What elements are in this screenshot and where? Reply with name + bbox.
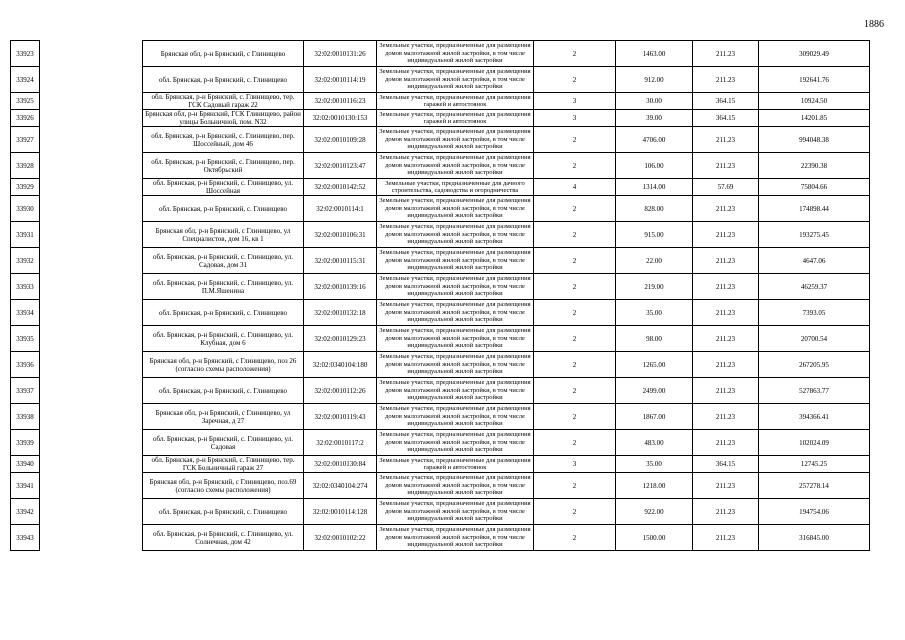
group-cell: 3 [534,93,616,110]
area-cell: 912.00 [616,67,693,93]
row-id-cell: 33936 [11,352,40,378]
area-cell: 1218.00 [616,473,693,499]
spacer-cell [40,404,143,430]
group-cell: 2 [534,404,616,430]
cadastral-value-cell: 12745.25 [759,456,870,473]
table-row [11,248,870,274]
table-row [11,110,870,127]
cadastral-value-cell: 10924.50 [759,93,870,110]
address-cell: Брянская обл, р-н Брянский, с Глинищево, поз.69 (согласно схемы расположения) [143,473,304,499]
rate-cell: 211.23 [693,41,759,67]
cadastral-number-cell: 32:02:0010115:31 [304,248,377,274]
address-cell: обл. Брянская, р-н Брянский, с. Глинищево [143,196,304,222]
land-use-cell: Земельные участки, предназначенные для дачного строительства, садоводства и огородничества [377,179,534,196]
group-cell: 2 [534,300,616,326]
spacer-cell [40,274,143,300]
row-id-cell: 33926 [11,110,40,127]
area-cell: 828.00 [616,196,693,222]
cadastral-number-cell: 32:02:0010130:153 [304,110,377,127]
address-cell: обл. Брянская, р-н Брянский, с. Глинищево [143,67,304,93]
cadastral-number-cell: 32:02:0010109:28 [304,127,377,153]
land-use-cell: Земельные участки, предназначенные для размещения домов малоэтажной жилой застройки, в том числе индивидуальной жилой застройки [377,473,534,499]
area-cell: 4706.00 [616,127,693,153]
rate-cell: 211.23 [693,326,759,352]
row-id-cell: 33943 [11,525,40,551]
row-id-cell: 33928 [11,153,40,179]
row-id-cell: 33937 [11,378,40,404]
address-cell: обл. Брянская, р-н Брянский, с. Глинищево [143,499,304,525]
land-use-cell: Земельные участки, предназначенные для размещения домов малоэтажной жилой застройки, в том числе индивидуальной жилой застройки [377,378,534,404]
area-cell: 915.00 [616,222,693,248]
area-cell: 35.00 [616,300,693,326]
group-cell: 3 [534,110,616,127]
group-cell: 2 [534,274,616,300]
row-id-cell: 33925 [11,93,40,110]
rate-cell: 211.23 [693,378,759,404]
area-cell: 483.00 [616,430,693,456]
address-cell: Брянская обл, р-н Брянский, ГСК Глинищево, район улицы Больничной, пом. N32 [143,110,304,127]
table-row [11,222,870,248]
land-use-cell: Земельные участки, предназначенные для размещения домов малоэтажной жилой застройки, в том числе индивидуальной жилой застройки [377,430,534,456]
cadastral-number-cell: 32:02:0010102:22 [304,525,377,551]
cadastral-value-cell: 316845.00 [759,525,870,551]
row-id-cell: 33934 [11,300,40,326]
cadastral-number-cell: 32:02:0010129:23 [304,326,377,352]
spacer-cell [40,41,143,67]
row-id-cell: 33942 [11,499,40,525]
table-row [11,67,870,93]
area-cell: 98.00 [616,326,693,352]
spacer-cell [40,248,143,274]
group-cell: 2 [534,378,616,404]
cadastral-value-cell: 22390.38 [759,153,870,179]
group-cell: 2 [534,248,616,274]
land-use-cell: Земельные участки, предназначенные для размещения домов малоэтажной жилой застройки, в том числе индивидуальной жилой застройки [377,127,534,153]
table-row [11,525,870,551]
table-row [11,404,870,430]
cadastral-value-cell: 192641.76 [759,67,870,93]
group-cell: 3 [534,456,616,473]
spacer-cell [40,430,143,456]
area-cell: 22.00 [616,248,693,274]
group-cell: 2 [534,499,616,525]
group-cell: 2 [534,430,616,456]
cadastral-value-cell: 20700.54 [759,326,870,352]
land-use-cell: Земельные участки, предназначенные для размещения домов малоэтажной жилой застройки, в том числе индивидуальной жилой застройки [377,525,534,551]
spacer-cell [40,300,143,326]
spacer-cell [40,179,143,196]
table-row [11,127,870,153]
cadastral-value-cell: 75804.66 [759,179,870,196]
row-id-cell: 33927 [11,127,40,153]
rate-cell: 211.23 [693,499,759,525]
area-cell: 39.00 [616,110,693,127]
row-id-cell: 33941 [11,473,40,499]
cadastral-value-table [10,40,870,551]
rate-cell: 211.23 [693,352,759,378]
table-row [11,378,870,404]
rate-cell: 211.23 [693,430,759,456]
area-cell: 1500.00 [616,525,693,551]
area-cell: 106.00 [616,153,693,179]
address-cell: обл. Брянская, р-н Брянский, с. Глинищево [143,300,304,326]
address-cell: обл. Брянская, р-н Брянский, с. Глинищево, ул. Садовая [143,430,304,456]
address-cell: обл. Брянская, р-н Брянский, с. Глинищево, пер. Октябрьский [143,153,304,179]
table-row [11,430,870,456]
area-cell: 30.00 [616,93,693,110]
spacer-cell [40,153,143,179]
group-cell: 2 [534,222,616,248]
cadastral-value-cell: 257278.14 [759,473,870,499]
row-id-cell: 33931 [11,222,40,248]
cadastral-number-cell: 32:02:0340104:180 [304,352,377,378]
group-cell: 2 [534,525,616,551]
land-use-cell: Земельные участки, предназначенные для размещения гаражей и автостоянок [377,93,534,110]
table-row [11,196,870,222]
cadastral-value-cell: 527863.77 [759,378,870,404]
rate-cell: 211.23 [693,67,759,93]
table-row [11,352,870,378]
address-cell: обл. Брянская, р-н Брянский, с. Глинищево, тер. ГСК Садовый гараж 22 [143,93,304,110]
land-use-cell: Земельные участки, предназначенные для размещения домов малоэтажной жилой застройки, в том числе индивидуальной жилой застройки [377,248,534,274]
land-use-cell: Земельные участки, предназначенные для размещения домов малоэтажной жилой застройки, в том числе индивидуальной жилой застройки [377,222,534,248]
area-cell: 2499.00 [616,378,693,404]
cadastral-number-cell: 32:02:0010132:18 [304,300,377,326]
cadastral-value-cell: 7393.05 [759,300,870,326]
rate-cell: 211.23 [693,274,759,300]
area-cell: 1314.00 [616,179,693,196]
land-use-cell: Земельные участки, предназначенные для размещения гаражей и автостоянок [377,456,534,473]
table-body [11,41,870,551]
table-row [11,499,870,525]
group-cell: 2 [534,67,616,93]
land-use-cell: Земельные участки, предназначенные для размещения домов малоэтажной жилой застройки, в том числе индивидуальной жилой застройки [377,67,534,93]
address-cell: обл. Брянская, р-н Брянский, с. Глинищево, ул. Солнечная, дом 42 [143,525,304,551]
row-id-cell: 33929 [11,179,40,196]
area-cell: 219.00 [616,274,693,300]
rate-cell: 211.23 [693,248,759,274]
row-id-cell: 33930 [11,196,40,222]
address-cell: обл. Брянская, р-н Брянский, с. Глинищево, ул. Клубная, дом 6 [143,326,304,352]
cadastral-number-cell: 32:02:0010139:16 [304,274,377,300]
cadastral-value-cell: 994048.38 [759,127,870,153]
land-use-cell: Земельные участки, предназначенные для размещения домов малоэтажной жилой застройки, в том числе индивидуальной жилой застройки [377,41,534,67]
row-id-cell: 33939 [11,430,40,456]
area-cell: 922.00 [616,499,693,525]
table-row [11,153,870,179]
land-use-cell: Земельные участки, предназначенные для размещения домов малоэтажной жилой застройки, в том числе индивидуальной жилой застройки [377,196,534,222]
table-row [11,274,870,300]
rate-cell: 211.23 [693,127,759,153]
rate-cell: 364.15 [693,110,759,127]
rate-cell: 364.15 [693,456,759,473]
cadastral-value-cell: 46259.37 [759,274,870,300]
cadastral-number-cell: 32:02:0010130:84 [304,456,377,473]
spacer-cell [40,93,143,110]
cadastral-value-cell: 309029.49 [759,41,870,67]
table-row [11,179,870,196]
group-cell: 2 [534,352,616,378]
spacer-cell [40,326,143,352]
table-row [11,93,870,110]
address-cell: Брянская обл, р-н Брянский, с Глинищево, поз 26 (согласно схемы расположения) [143,352,304,378]
rate-cell: 364.15 [693,93,759,110]
address-cell: Брянская обл, р-н Брянский, с Глинищево [143,41,304,67]
cadastral-value-cell: 14201.85 [759,110,870,127]
address-cell: обл. Брянская, р-н Брянский, с. Глинищево, ул. Садовая, дом 31 [143,248,304,274]
area-cell: 1867.00 [616,404,693,430]
page-number: 1886 [864,19,884,30]
address-cell: обл. Брянская, р-н Брянский, с. Глинищево, ул. П.М.Яшенина [143,274,304,300]
spacer-cell [40,525,143,551]
spacer-cell [40,67,143,93]
table-row [11,326,870,352]
address-cell: обл. Брянская, р-н Брянский, с. Глинищево, ул. Шоссейная [143,179,304,196]
land-use-cell: Земельные участки, предназначенные для размещения домов малоэтажной жилой застройки, в том числе индивидуальной жилой застройки [377,300,534,326]
address-cell: обл. Брянская, р-н Брянский, с. Глинищево [143,378,304,404]
cadastral-value-cell: 194754.06 [759,499,870,525]
cadastral-value-cell: 394366.41 [759,404,870,430]
row-id-cell: 33938 [11,404,40,430]
land-use-cell: Земельные участки, предназначенные для размещения домов малоэтажной жилой застройки, в том числе индивидуальной жилой застройки [377,326,534,352]
group-cell: 2 [534,473,616,499]
spacer-cell [40,127,143,153]
land-use-cell: Земельные участки, предназначенные для размещения домов малоэтажной жилой застройки, в том числе индивидуальной жилой застройки [377,274,534,300]
cadastral-value-cell: 267205.95 [759,352,870,378]
address-cell: обл. Брянская, р-н Брянский, с. Глинищево, тер. ГСК Больничный гараж 27 [143,456,304,473]
rate-cell: 57.69 [693,179,759,196]
cadastral-number-cell: 32:02:0010114:19 [304,67,377,93]
table-row [11,300,870,326]
area-cell: 1463.00 [616,41,693,67]
cadastral-value-cell: 174898.44 [759,196,870,222]
row-id-cell: 33933 [11,274,40,300]
group-cell: 4 [534,179,616,196]
rate-cell: 211.23 [693,525,759,551]
cadastral-number-cell: 32:02:0010112:26 [304,378,377,404]
address-cell: обл. Брянская, р-н Брянский, с. Глинищево, пер. Шоссейный, дом 46 [143,127,304,153]
cadastral-number-cell: 32:02:0010123:47 [304,153,377,179]
table-row [11,456,870,473]
spacer-cell [40,456,143,473]
spacer-cell [40,499,143,525]
row-id-cell: 33932 [11,248,40,274]
row-id-cell: 33923 [11,41,40,67]
cadastral-number-cell: 32:02:0010114:128 [304,499,377,525]
table-row [11,41,870,67]
spacer-cell [40,222,143,248]
cadastral-number-cell: 32:02:0010142:52 [304,179,377,196]
row-id-cell: 33935 [11,326,40,352]
cadastral-value-cell: 102024.09 [759,430,870,456]
land-use-cell: Земельные участки, предназначенные для размещения домов малоэтажной жилой застройки, в том числе индивидуальной жилой застройки [377,153,534,179]
rate-cell: 211.23 [693,222,759,248]
cadastral-value-cell: 193275.45 [759,222,870,248]
land-use-cell: Земельные участки, предназначенные для размещения домов малоэтажной жилой застройки, в том числе индивидуальной жилой застройки [377,499,534,525]
area-cell: 1265.00 [616,352,693,378]
address-cell: Брянская обл, р-н Брянский, с Глинищево, ул Специалистов, дом 16, кв 1 [143,222,304,248]
area-cell: 35.00 [616,456,693,473]
row-id-cell: 33940 [11,456,40,473]
rate-cell: 211.23 [693,300,759,326]
rate-cell: 211.23 [693,196,759,222]
cadastral-number-cell: 32:02:0010106:31 [304,222,377,248]
cadastral-number-cell: 32:02:0010117:2 [304,430,377,456]
table-row [11,473,870,499]
spacer-cell [40,196,143,222]
group-cell: 2 [534,127,616,153]
cadastral-value-cell: 4647.06 [759,248,870,274]
land-use-cell: Земельные участки, предназначенные для размещения домов малоэтажной жилой застройки, в том числе индивидуальной жилой застройки [377,404,534,430]
land-use-cell: Земельные участки, предназначенные для размещения домов малоэтажной жилой застройки, в том числе индивидуальной жилой застройки [377,352,534,378]
cadastral-number-cell: 32:02:0340104:274 [304,473,377,499]
address-cell: Брянская обл, р-н Брянский, с Глинищево, ул Заречная, д 27 [143,404,304,430]
cadastral-number-cell: 32:02:0010114:1 [304,196,377,222]
group-cell: 2 [534,41,616,67]
spacer-cell [40,378,143,404]
group-cell: 2 [534,196,616,222]
cadastral-number-cell: 32:02:0010116:23 [304,93,377,110]
row-id-cell: 33924 [11,67,40,93]
cadastral-number-cell: 32:02:0010119:43 [304,404,377,430]
cadastral-number-cell: 32:02:0010131:26 [304,41,377,67]
spacer-cell [40,473,143,499]
group-cell: 2 [534,326,616,352]
rate-cell: 211.23 [693,153,759,179]
spacer-cell [40,110,143,127]
land-use-cell: Земельные участки, предназначенные для размещения гаражей и автостоянок [377,110,534,127]
rate-cell: 211.23 [693,473,759,499]
group-cell: 2 [534,153,616,179]
spacer-cell [40,352,143,378]
rate-cell: 211.23 [693,404,759,430]
